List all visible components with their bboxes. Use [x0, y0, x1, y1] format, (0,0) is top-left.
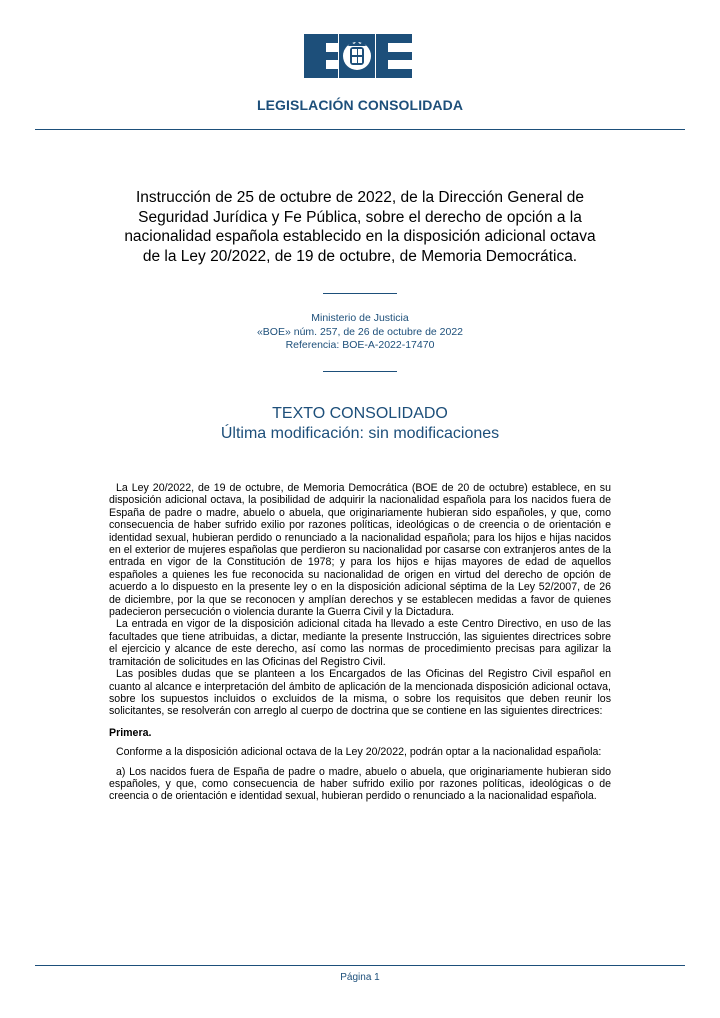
document-title: [124, 188, 596, 266]
metadata-divider: [323, 371, 397, 372]
document-body: [109, 482, 611, 803]
ministry: Ministerio de Justicia: [311, 312, 409, 324]
page-number: Página 1: [340, 972, 380, 983]
publication-metadata: [0, 312, 720, 353]
section-paragraph: Conforme a la disposición adicional octava de la Ley 20/2022, podrán optar a la nacionalidad española:: [116, 746, 602, 759]
document-title-text: Instrucción de 25 de octubre de 2022, de la Dirección General de Seguridad Jurídica y Fe Pública, sobre el derecho de opción a la nacionalidad española establecido en la disposición adicional octava de la Ley 20/2022, de 19 de octubre, de Memoria Democrática.: [124, 189, 596, 265]
footer-divider: [35, 965, 685, 966]
publication-info: «BOE» núm. 257, de 26 de octubre de 2022: [256, 325, 464, 338]
section-heading: Primera.: [109, 726, 152, 739]
body-paragraph: La entrada en vigor de la disposición adicional citada ha llevado a este Centro Directivo, en uso de las facultades que tiene atribuidas, a dictar, mediante la presente Instrucción, las siguientes directrices sobre el ejercicio y alcance de este derecho, así como las normas de procedimiento precisas para agilizar la tramitación de solicitudes en las Oficinas del Registro Civil.: [109, 618, 611, 668]
body-paragraph: Las posibles dudas que se planteen a los Encargados de las Oficinas del Registro Civil español en cuanto al alcance e interpretación del ámbito de aplicación de la mencionada disposición adicional octava, sobre los supuestos incluidos o excluidos de la misma, o sobre los requisitos que deben reunir los solicitantes, se resolverán con arreglo al cuerpo de doctrina que se contiene en las siguientes directrices:: [109, 668, 611, 718]
consolidated-heading: [0, 404, 720, 444]
section-title: LEGISLACIÓN CONSOLIDADA: [256, 97, 464, 113]
reference: Referencia: BOE-A-2022-17470: [285, 339, 435, 351]
header-divider: [35, 129, 685, 130]
boe-logo: [304, 34, 412, 78]
body-paragraph: La Ley 20/2022, de 19 de octubre, de Memoria Democrática (BOE de 20 de octubre) establece, en su disposición adicional octava, la posibilidad de adquirir la nacionalidad española para los nacidos fuera de España de padre o madre, abuelo o abuela, que originariamente hubieran sido españoles, y que, como consecuencia de haber sufrido exilio por razones políticas, ideológicas o de creencia o de orientación e identidad sexual, hubieran perdido o renunciado a la nacionalidad española; para los hijos e hijas nacidos en el exterior de mujeres españolas que perdieron su nacionalidad por casarse con extranjeros antes de la entrada en vigor de la Constitución de 1978; y para los hijos e hijas mayores de edad de aquellos españoles a quienes les fue reconocida su nacionalidad de origen en virtud del derecho de opción de acuerdo a lo dispuesto en la presente ley o en la disposición adicional séptima de la Ley 52/2007, de 26 de diciembre, por la que se reconocen y amplían derechos y se establecen medidas a favor de quienes padecieron persecución o violencia durante la Guerra Civil y la Dictadura.: [109, 482, 611, 619]
section-paragraph: a) Los nacidos fuera de España de padre o madre, abuelo o abuela, que originariamente hubieran sido españoles, y que, como consecuencia de haber sufrido exilio por razones políticas, ideológicas o de creencia o de orientación e identidad sexual, hubieran perdido o renunciado a la nacionalidad española.: [109, 765, 611, 803]
last-modification: Última modificación: sin modificaciones: [220, 425, 500, 442]
title-divider: [323, 293, 397, 294]
boe-logo-graphic: [304, 34, 412, 78]
consolidated-label: TEXTO CONSOLIDADO: [272, 405, 448, 422]
